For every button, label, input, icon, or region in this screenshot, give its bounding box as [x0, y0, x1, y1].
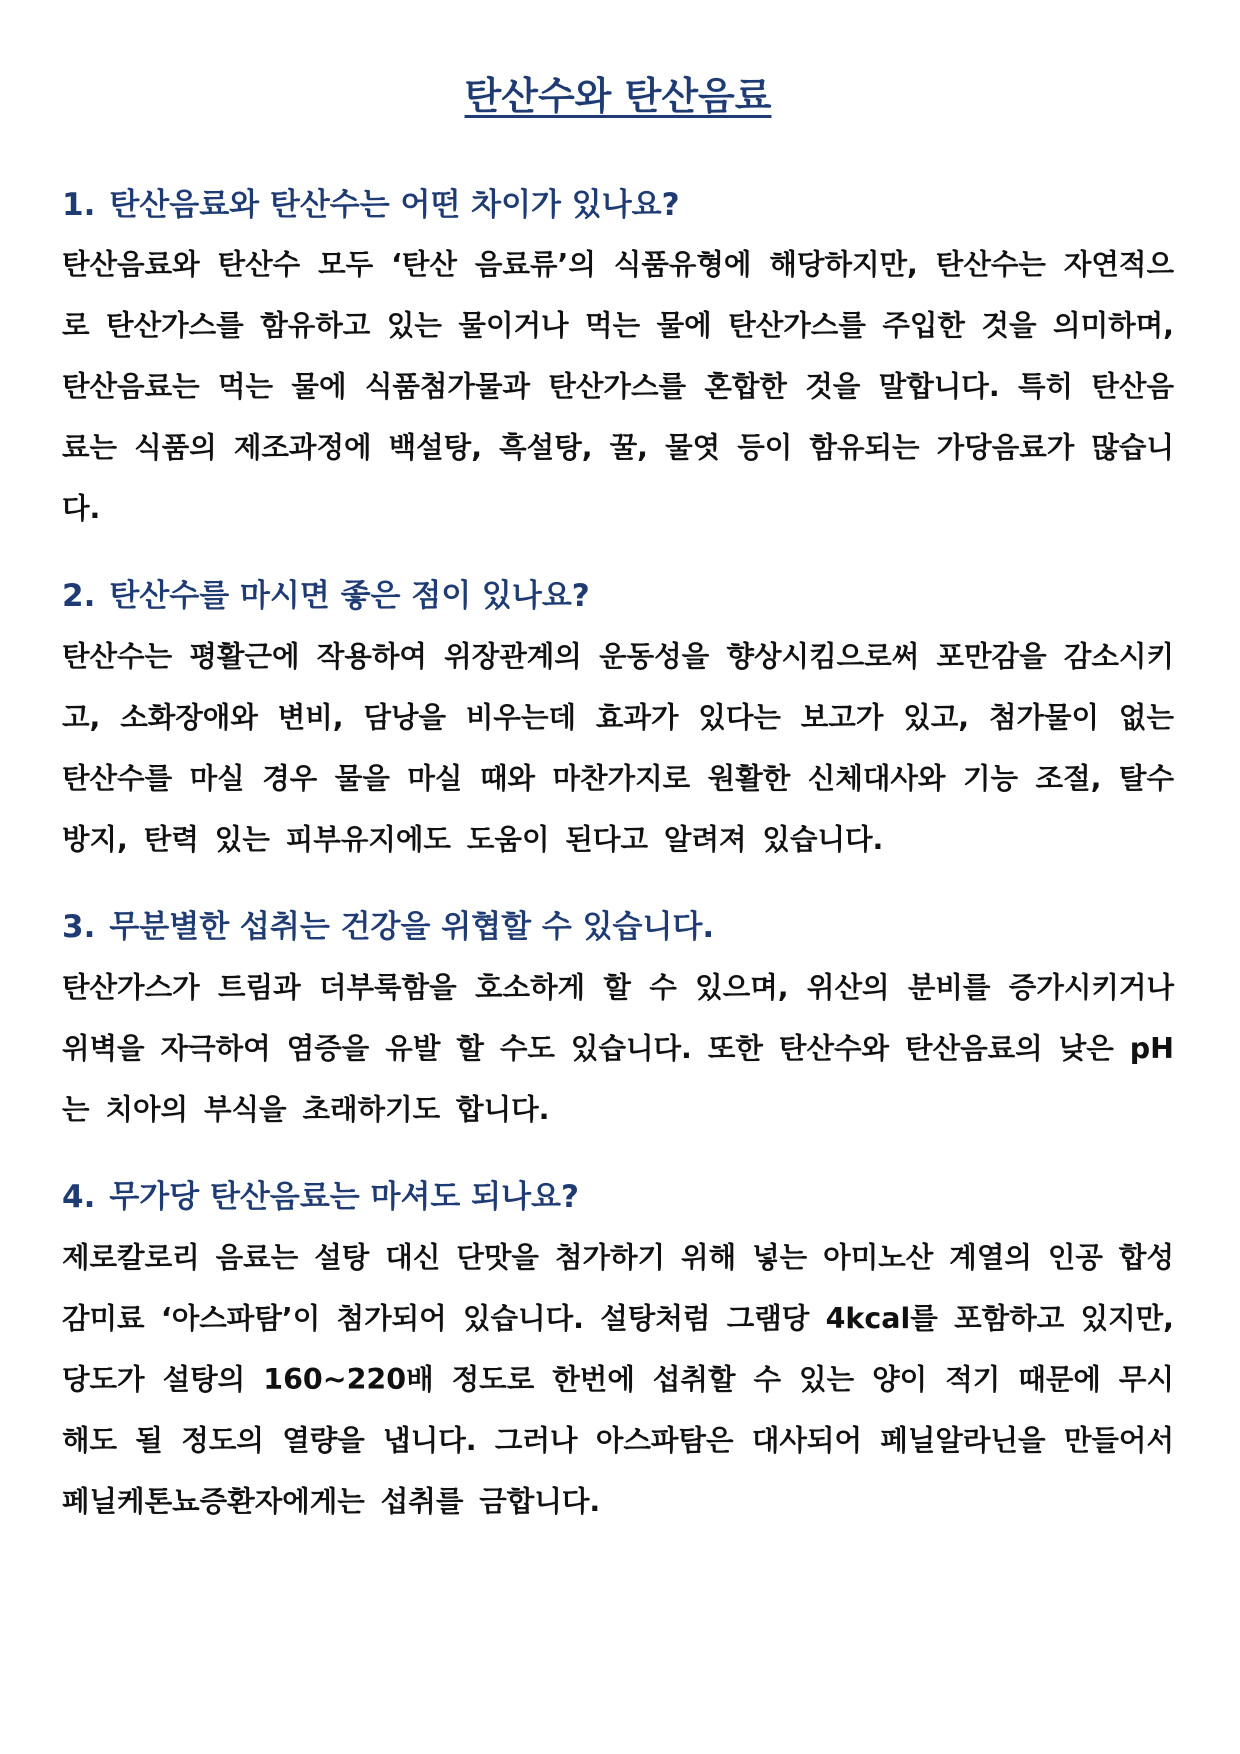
section-body: 탄산음료와 탄산수 모두 ‘탄산 음료류’의 식품유형에 해당하지만, 탄산수는 자연적으로 탄산가스를 함유하고 있는 물이거나 먹는 물에 탄산가스를 주입한 것을 의미하며, 탄산음료는 먹는 물에 식품첨가물과 탄산가스를 혼합한 것을 말합니다. 특히 탄산음료는 식품의 제조과정에 백설탕, 흑설탕, 꿀, 물엿 등이 함유되는 가당음료가 많습니다.: [62, 248, 1174, 526]
section-heading-text: 무분별한 섭취는 건강을 위협할 수 있습니다.: [109, 909, 715, 946]
section-heading: [62, 186, 1174, 225]
section-heading: [62, 908, 1174, 947]
section-number: 1.: [62, 186, 96, 223]
section-body: 탄산가스가 트림과 더부룩함을 호소하게 할 수 있으며, 위산의 분비를 증가시키거나 위벽을 자극하여 염증을 유발 할 수도 있습니다. 또한 탄산수와 탄산음료의 낮은 pH는 치아의 부식을 초래하기도 합니다.: [62, 970, 1174, 1126]
section-body: 탄산수는 평활근에 작용하여 위장관계의 운동성을 향상시킴으로써 포만감을 감소시키고, 소화장애와 변비, 담낭을 비우는데 효과가 있다는 보고가 있고, 첨가물이 없는 탄산수를 마실 경우 물을 마실 때와 마찬가지로 원활한 신체대사와 기능 조절, 탈수 방지, 탄력 있는 피부유지에도 도움이 된다고 알려져 있습니다.: [62, 640, 1174, 857]
section-number: 4.: [62, 1178, 96, 1215]
section-body: 제로칼로리 음료는 설탕 대신 단맛을 첨가하기 위해 넣는 아미노산 계열의 인공 합성 감미료 ‘아스파탐’이 첨가되어 있습니다. 설탕처럼 그램당 4kcal를 포함하고 있지만, 당도가 설탕의 160~220배 정도로 한번에 섭취할 수 있는 양이 적기 때문에 무시해도 될 정도의 열량을 냅니다. 그러나 아스파탐은 대사되어 페닐알라닌을 만들어서 페닐케톤뇨증환자에게는 섭취를 금합니다.: [62, 1240, 1174, 1518]
section-heading: [62, 1178, 1174, 1217]
section-heading-text: 무가당 탄산음료는 마셔도 되나요?: [109, 1178, 579, 1215]
section-number: 2.: [62, 578, 96, 615]
section-heading-text: 탄산음료와 탄산수는 어떤 차이가 있나요?: [109, 186, 680, 223]
section-2: [62, 577, 1174, 870]
section-3: [62, 908, 1174, 1140]
section-1: [62, 186, 1174, 540]
page-title: 탄산수와 탄산음료: [464, 74, 772, 118]
section-number: 3.: [62, 909, 96, 946]
section-heading-text: 탄산수를 마시면 좋은 점이 있나요?: [109, 578, 590, 615]
section-4: [62, 1178, 1174, 1532]
section-heading: [62, 577, 1174, 616]
